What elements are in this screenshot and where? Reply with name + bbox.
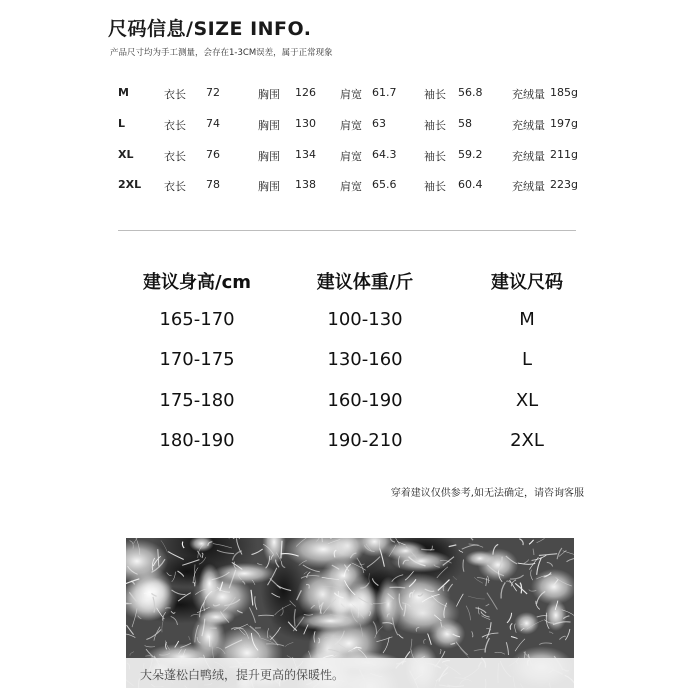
caption-bar: [126, 658, 574, 688]
photo-caption: 大朵蓬松白鸭绒，提升更高的保暖性。: [140, 668, 345, 682]
shoulder-label: 肩宽: [340, 88, 362, 101]
height-range: 170-175: [159, 349, 235, 370]
size-row: [0, 178, 700, 198]
shoulder-label: 肩宽: [340, 119, 362, 132]
chest-label: 胸围: [258, 119, 280, 132]
recommended-size: M: [519, 309, 535, 330]
size-code: 2XL: [118, 178, 142, 191]
height-header: 建议身高/cm: [143, 272, 251, 293]
length-label: 衣长: [164, 119, 186, 132]
weight-range: 130-160: [327, 349, 403, 370]
sleeve-value: 56.8: [458, 86, 483, 99]
down-feather-photo: [126, 538, 574, 688]
weight-range: 190-210: [327, 430, 403, 451]
chest-label: 胸围: [258, 150, 280, 163]
height-range: 175-180: [159, 390, 235, 411]
recommended-size: XL: [515, 390, 539, 411]
fill-label: 充绒量: [512, 150, 545, 163]
length-value: 74: [206, 117, 220, 130]
height-range: 165-170: [159, 309, 235, 330]
measurement-note: 产品尺寸均为手工测量，会存在1-3CM误差，属于正常现象: [110, 48, 333, 58]
chest-value: 134: [295, 148, 316, 161]
recommended-size: 2XL: [510, 430, 544, 451]
fill-label: 充绒量: [512, 180, 545, 193]
sleeve-value: 60.4: [458, 178, 483, 191]
length-label: 衣长: [164, 180, 186, 193]
size-row: [0, 86, 700, 106]
sleeve-label: 袖长: [424, 150, 446, 163]
sleeve-value: 58: [458, 117, 472, 130]
fill-label: 充绒量: [512, 88, 545, 101]
shoulder-value: 64.3: [372, 148, 397, 161]
fill-value: 185g: [550, 86, 578, 99]
shoulder-value: 63: [372, 117, 386, 130]
sleeve-label: 袖长: [424, 119, 446, 132]
weight-header: 建议体重/斤: [316, 272, 414, 293]
size-code: XL: [118, 148, 134, 161]
fill-value: 223g: [550, 178, 578, 191]
size-row: [0, 148, 700, 168]
shoulder-value: 61.7: [372, 86, 397, 99]
chest-label: 胸围: [258, 180, 280, 193]
size-code: M: [118, 86, 129, 99]
length-label: 衣长: [164, 88, 186, 101]
length-label: 衣长: [164, 150, 186, 163]
height-range: 180-190: [159, 430, 235, 451]
fill-value: 211g: [550, 148, 578, 161]
sleeve-value: 59.2: [458, 148, 483, 161]
weight-range: 100-130: [327, 309, 403, 330]
size-row: [0, 117, 700, 137]
sleeve-label: 袖长: [424, 88, 446, 101]
shoulder-label: 肩宽: [340, 180, 362, 193]
weight-range: 160-190: [327, 390, 403, 411]
chest-value: 130: [295, 117, 316, 130]
fill-label: 充绒量: [512, 119, 545, 132]
fill-value: 197g: [550, 117, 578, 130]
fit-advice-note: 穿着建议仅供参考,如无法确定，请咨询客服: [390, 488, 584, 499]
shoulder-value: 65.6: [372, 178, 397, 191]
shoulder-label: 肩宽: [340, 150, 362, 163]
recommended-size: L: [521, 349, 533, 370]
size-header: 建议尺码: [491, 272, 563, 293]
chest-value: 126: [295, 86, 316, 99]
section-divider: [118, 230, 576, 231]
length-value: 76: [206, 148, 220, 161]
page-title: 尺码信息/SIZE INFO.: [108, 18, 312, 40]
length-value: 72: [206, 86, 220, 99]
sleeve-label: 袖长: [424, 180, 446, 193]
chest-value: 138: [295, 178, 316, 191]
length-value: 78: [206, 178, 220, 191]
size-code: L: [118, 117, 126, 130]
chest-label: 胸围: [258, 88, 280, 101]
